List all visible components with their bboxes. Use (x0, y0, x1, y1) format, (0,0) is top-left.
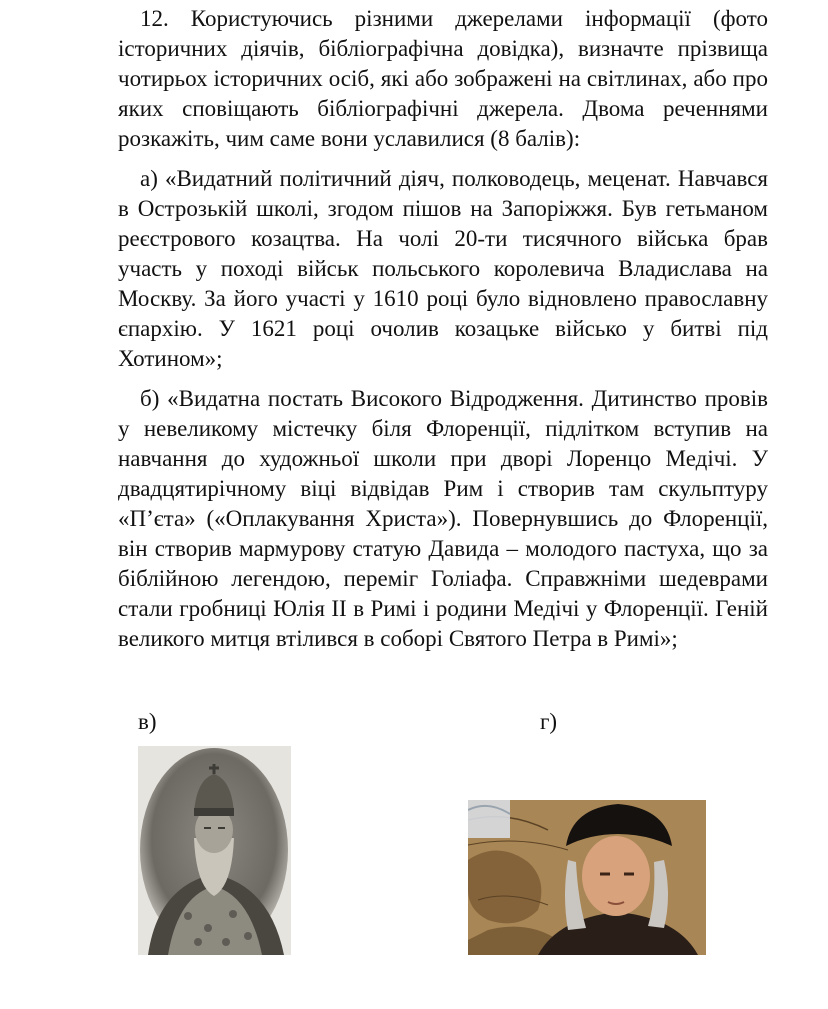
label-g: г) (540, 709, 558, 734)
label-v: в) (138, 709, 157, 734)
portrait-photo-v (138, 746, 291, 955)
task-item-a: а) «Видатний політичний діяч, полководець, меценат. Навчався в Острозькій школі, згодом пішов на Запоріжжя. Був гетьманом реєстрового козацтва. На чолі 20-ти тисячного війська брав участь у поході військ польського королевича Владислава на Москву. За його участі у 1610 році було відновлено православну єпархію. У 1621 році очолив козацьке військо у битві під Хотином»; (118, 166, 768, 371)
task-intro: 12. Користуючись різними джерелами інформації (фото історичних діячів, бібліографічна довідка), визначте прізвища чотирьох історичних осіб, які або зображені на світлинах, або про яких сповіщають бібліографічні джерела. Двома реченнями розкажіть, чим саме вони уславилися (8 балів): (118, 6, 768, 151)
man-over-map-portrait-icon (468, 800, 706, 955)
task-item-b: б) «Видатна постать Високого Відродження. Дитинство провів у невеликому містечку біля Флоренції, підлітком вступив на навчання до художньої школи при дворі Лоренцо Медічі. У двадцятирічному віці відвідав Рим і створив там скульптуру «П’єта» («Оплакування Христа»). Повернувшись до Флоренції, він створив мармурову статую Давида – молодого пастуха, що за біблійною легендою, переміг Голіафа. Справжніми шедеврами стали гробниці Юлія ІІ в Римі і родини Медічі у Флоренції. Геній великого митця втілився в соборі Святого Петра в Римі»; (118, 386, 768, 651)
task-text (118, 4, 768, 654)
patriarch-portrait-icon (138, 746, 291, 955)
portrait-photo-g (468, 800, 706, 955)
